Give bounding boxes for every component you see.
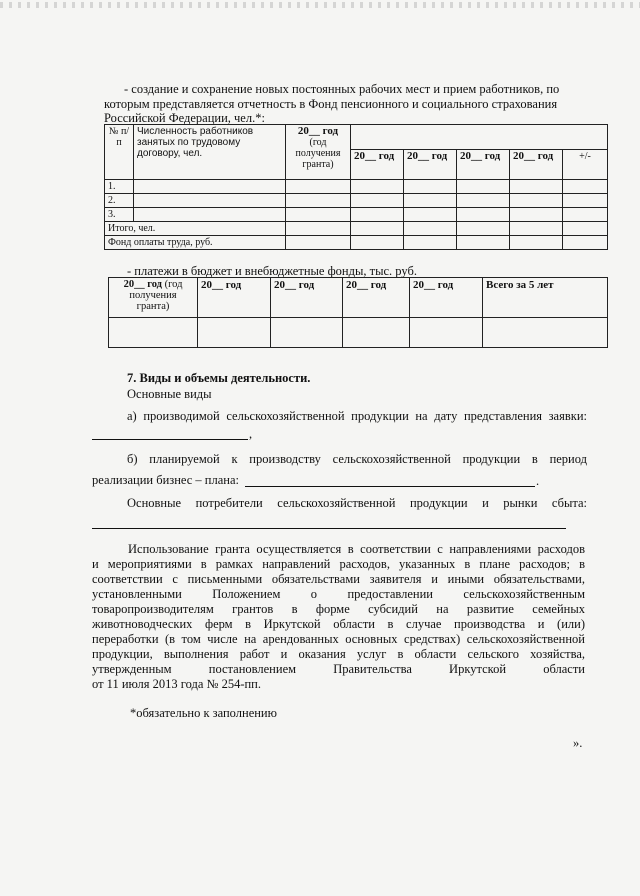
header-grant-year (286, 125, 351, 180)
payments-header-year-2: 20__ год (271, 278, 343, 318)
section7-item-b-line1: б) планируемой к производству сельскохозяйственной продукции в период (127, 452, 587, 466)
header-year-1: 20__ год (351, 150, 404, 180)
payments-table (108, 277, 608, 348)
table-row (105, 208, 608, 222)
grant-line: установленными Положением о предоставлении сельскохозяйственным (92, 587, 585, 601)
header-year-3: 20__ год (457, 150, 510, 180)
grant-year-note: (год получения гранта) (295, 137, 341, 170)
payroll-label: Фонд оплаты труда, руб. (105, 236, 286, 250)
section7-item-a: а) производимой сельскохозяйственной продукции на дату представления заявки: (127, 409, 587, 423)
scan-perforation (0, 2, 640, 8)
row-num: 3. (105, 208, 134, 222)
consumers-blank-line (92, 528, 566, 529)
grant-line: и мероприятиями в рамках направлений расходов, указанных в плане расходов; в (92, 557, 585, 571)
jobs-table (104, 124, 608, 250)
row-num: 2. (105, 194, 134, 208)
payments-header-year-1: 20__ год (198, 278, 271, 318)
item-a-comma: , (249, 427, 253, 441)
total-label: Итого, чел. (105, 222, 286, 236)
header-delta: +/- (563, 150, 608, 180)
row-num: 1. (105, 180, 134, 194)
grant-line: утвержденным постановлением Правительства Иркутской области (92, 662, 585, 676)
payments-header-grant (109, 278, 198, 318)
grant-line: Использование гранта осуществляется в соответствии с направлениями расходов (128, 542, 585, 556)
item-b-period: . (536, 474, 540, 488)
section7-title: 7. Виды и объемы деятельности. (127, 371, 311, 385)
table-row (109, 318, 608, 348)
section7-main-types: Основные виды (127, 387, 212, 401)
payments-header-year-3: 20__ год (343, 278, 410, 318)
header-num: № п/п (105, 125, 134, 180)
payments-header-total: Всего за 5 лет (483, 278, 608, 318)
item-a-blank-line (92, 439, 248, 440)
grant-line: товаропроизводителям грантов в форме субсидий на развитие семейных (92, 602, 585, 616)
grant-line-last: от 11 июля 2013 года № 254-пп. (92, 677, 261, 691)
grant-line: соответствии с письменными обязательствами заявителя и иными обязательствами, (92, 572, 585, 586)
item-b-blank-line (245, 486, 535, 487)
table-row (105, 180, 608, 194)
grant-line: животноводческих ферм в Иркутской области в случае производства и (или) (92, 617, 585, 631)
grant-line: переработки (в том числе на арендованных основных средствах) сельскохозяйственной (92, 632, 585, 646)
header-count: Численность работников занятых по трудовому договору, чел. (134, 125, 286, 180)
intro-line-1: - создание и сохранение новых постоянных рабочих мест и прием работников, по (124, 82, 560, 96)
intro-line-2: которым представляется отчетность в Фонд пенсионного и социального страхования (104, 97, 558, 111)
header-year-2: 20__ год (404, 150, 457, 180)
intro-line-3: Российской Федерации, чел.*: (104, 111, 265, 125)
total-row (105, 222, 608, 236)
payments-grant-note: (год получения гранта) (129, 279, 183, 312)
section7-consumers: Основные потребители сельскохозяйственной продукции и рынки сбыта: (127, 496, 587, 510)
grant-paragraph (92, 542, 585, 692)
header-year-4: 20__ год (510, 150, 563, 180)
section7-item-b-line2: реализации бизнес – плана: (92, 473, 239, 487)
payroll-row (105, 236, 608, 250)
grant-year-label: 20__ год (297, 125, 339, 137)
footnote: *обязательно к заполнению (130, 706, 277, 720)
grant-line: продукции, выполнения работ и оказания услуг в области сельского хозяйства, (92, 647, 585, 661)
header-years-group (351, 125, 608, 150)
payments-header-year-4: 20__ год (410, 278, 483, 318)
closing-quote: ». (573, 736, 583, 750)
payments-heading: - платежи в бюджет и внебюджетные фонды, тыс. руб. (127, 264, 417, 278)
payments-grant-label: 20__ год (123, 279, 162, 290)
table-row (105, 194, 608, 208)
